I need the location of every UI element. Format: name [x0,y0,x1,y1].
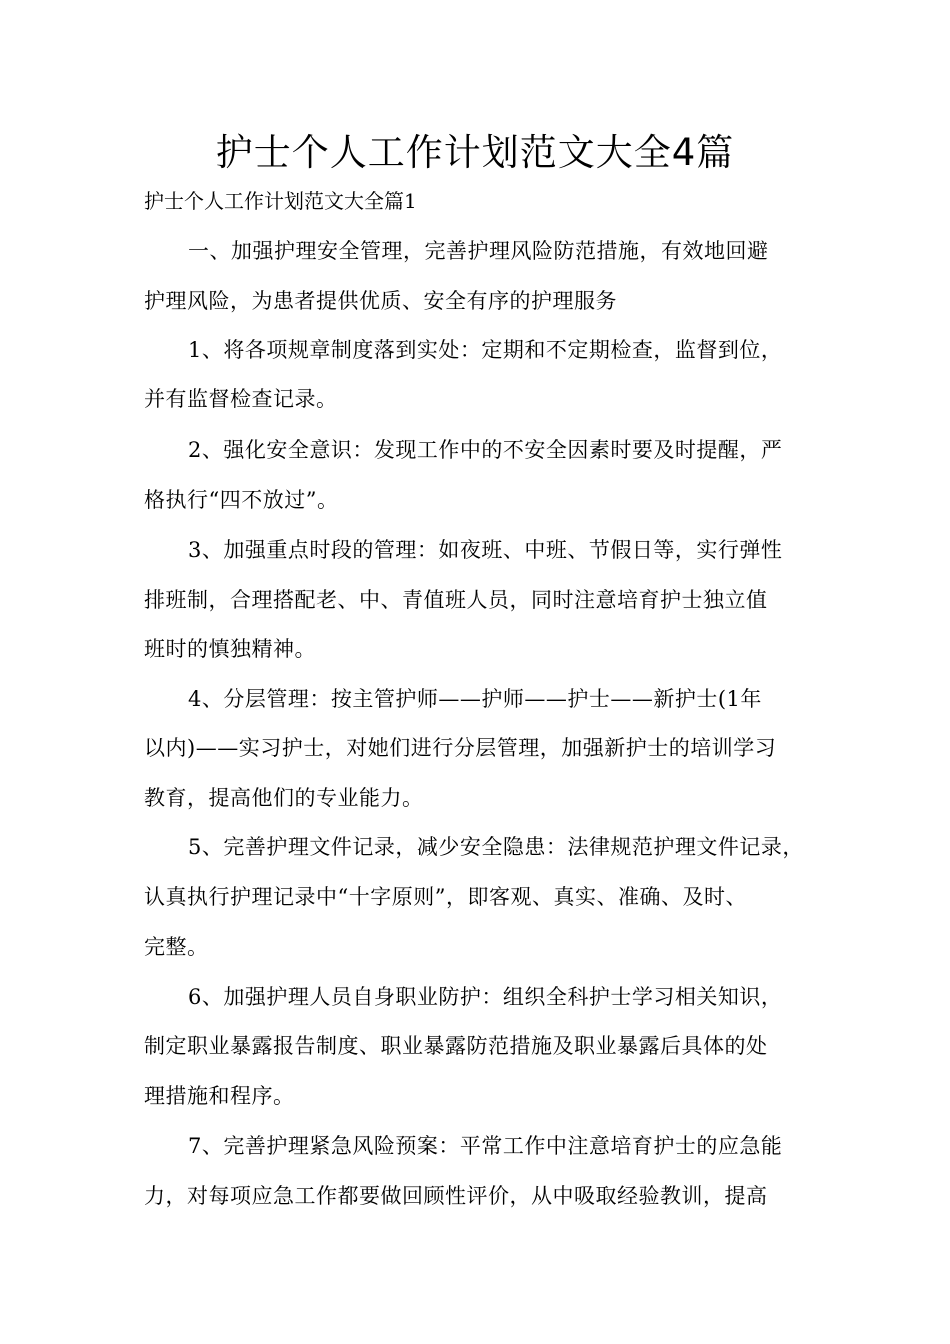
paragraph-line: 3、加强重点时段的管理：如夜班、中班、节假日等，实行弹性 [188,538,783,562]
paragraph-line: 2、强化安全意识：发现工作中的不安全因素时要及时提醒，严 [188,438,783,462]
paragraph-line: 理措施和程序。 [144,1084,295,1108]
paragraph-line: 6、加强护理人员自身职业防护：组织全科护士学习相关知识， [188,985,783,1009]
paragraph-line: 7、完善护理紧急风险预案：平常工作中注意培育护士的应急能 [188,1134,783,1158]
paragraph-line: 以内)——实习护士，对她们进行分层管理，加强新护士的培训学习 [144,736,777,760]
paragraph-line: 认真执行护理记录中“十字原则”，即客观、真实、准确、及时、 [144,885,747,909]
paragraph-line: 一、加强护理安全管理，完善护理风险防范措施，有效地回避 [188,239,769,263]
paragraph-line: 排班制，合理搭配老、中、青值班人员，同时注意培育护士独立值 [144,588,768,612]
paragraph-line: 教育，提高他们的专业能力。 [144,786,424,810]
paragraph-line: 格执行“四不放过”。 [144,488,339,512]
document-title: 护士个人工作计划范文大全4篇 [215,131,735,174]
paragraph-line: 并有监督检查记录。 [144,387,338,411]
paragraph-line: 制定职业暴露报告制度、职业暴露防范措施及职业暴露后具体的处 [144,1034,768,1058]
section-heading: 护士个人工作计划范文大全篇1 [144,189,417,213]
paragraph-line: 力，对每项应急工作都要做回顾性评价，从中吸取经验教训，提高 [144,1184,768,1208]
paragraph-line: 4、分层管理：按主管护师——护师——护士——新护士(1年 [188,687,762,711]
paragraph-line: 1、将各项规章制度落到实处：定期和不定期检查，监督到位， [188,338,783,362]
paragraph-line: 护理风险，为患者提供优质、安全有序的护理服务 [144,289,617,313]
paragraph-line: 班时的慎独精神。 [144,637,316,661]
paragraph-line: 完整。 [144,935,209,959]
paragraph-line: 5、完善护理文件记录，减少安全隐患：法律规范护理文件记录， [188,835,804,859]
